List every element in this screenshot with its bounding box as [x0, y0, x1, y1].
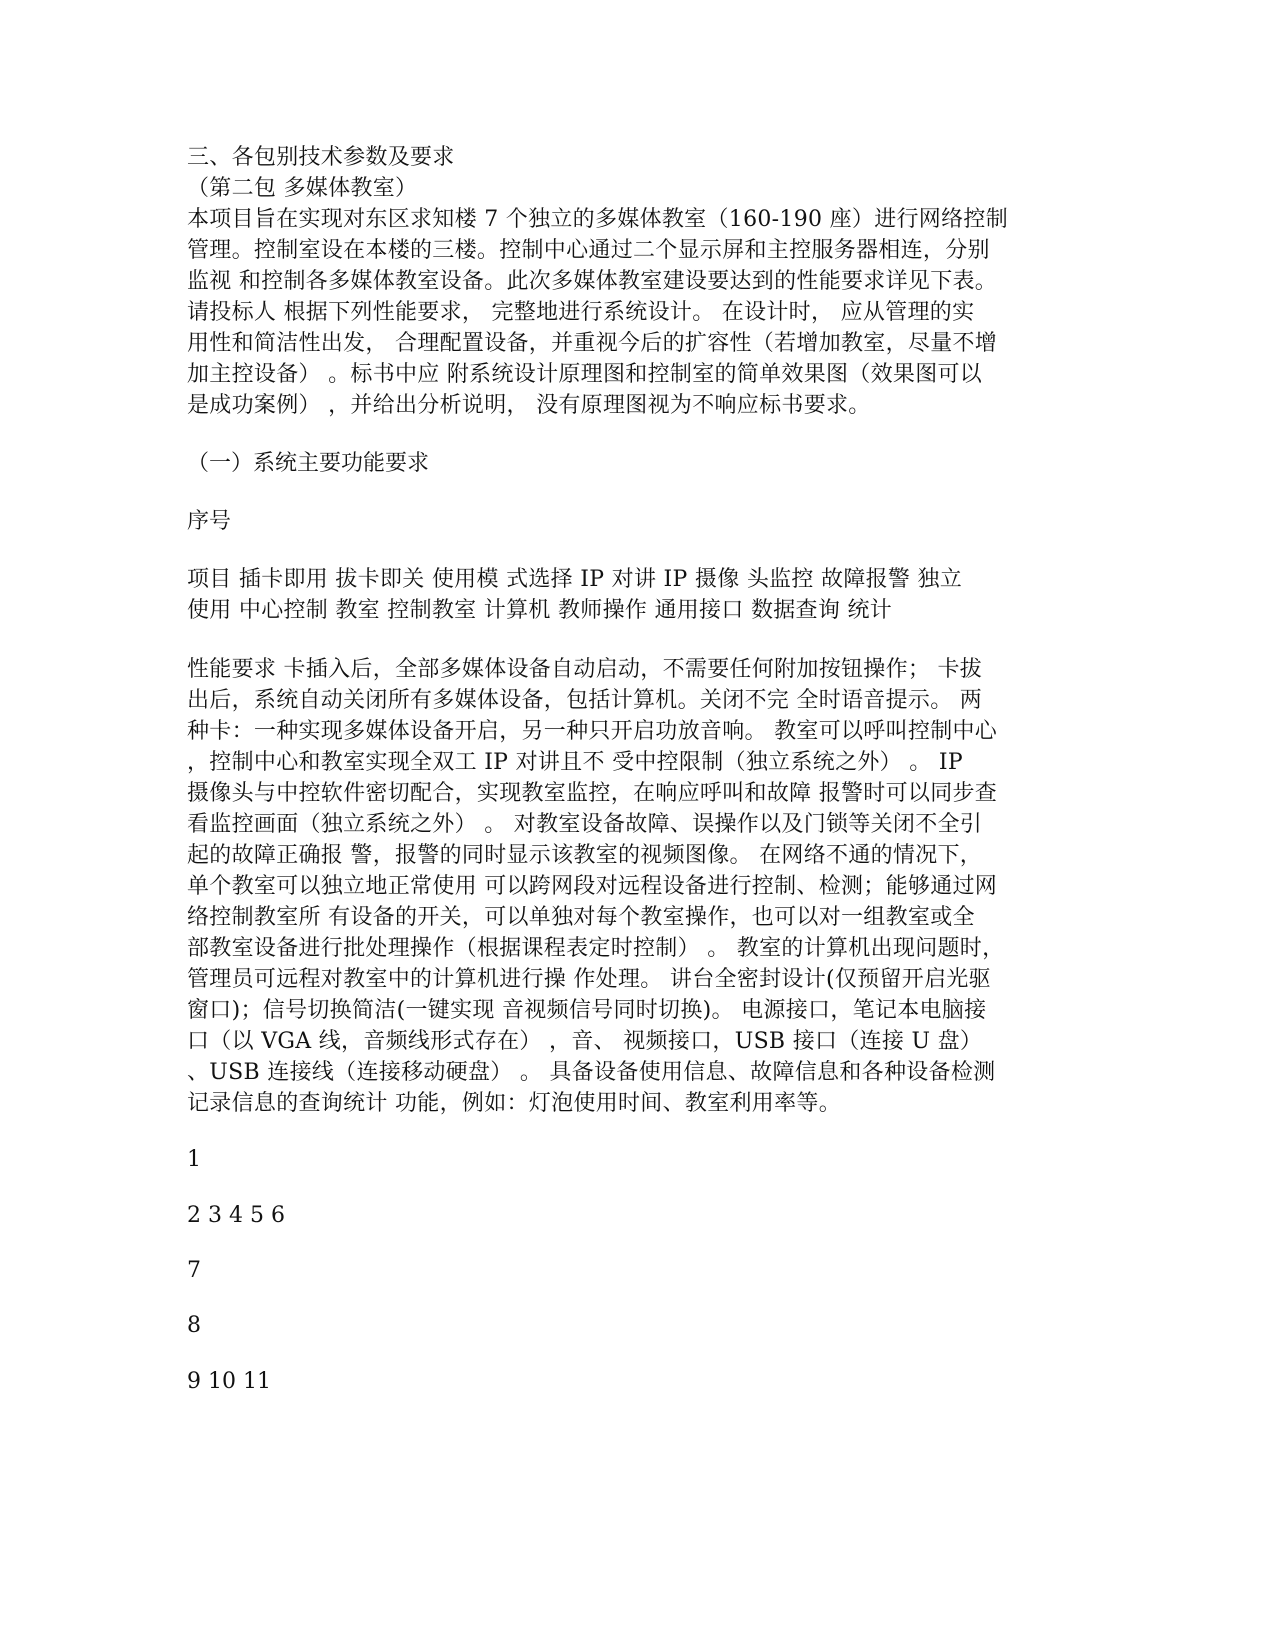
document-heading: [187, 142, 1087, 204]
requirements-line: 窗口)；信号切换简洁(一键实现 音视频信号同时切换)。 电源接口，笔记本电脑接: [187, 998, 987, 1023]
requirements-line: 口（以 VGA 线，音频线形式存在） ，音、 视频接口，USB 接口（连接 U 盘）: [187, 1029, 983, 1054]
requirements-line: 部教室设备进行批处理操作（根据课程表定时控制） 。 教室的计算机出现问题时，: [187, 936, 1005, 961]
section-one-title: （一）系统主要功能要求: [187, 451, 430, 476]
requirements-line: 出后，系统自动关闭所有多媒体设备，包括计算机。关闭不完 全时语音提示。 两: [187, 688, 983, 713]
column-index-label: 序号: [187, 509, 232, 534]
requirements-paragraph: [187, 654, 1087, 1119]
intro-line: 用性和简洁性出发， 合理配置设备，并重视今后的扩容性（若增加教室，尽量不增: [187, 331, 998, 356]
requirements-line: 记录信息的查询统计 功能，例如：灯泡使用时间、教室利用率等。: [187, 1091, 841, 1116]
items-paragraph: [187, 564, 1087, 626]
requirements-line: 、USB 连接线（连接移动硬盘） 。 具备设备使用信息、故障信息和各种设备检测: [187, 1060, 996, 1085]
requirements-line: 单个教室可以独立地正常使用 可以跨网段对远程设备进行控制、检测；能够通过网: [187, 874, 998, 899]
intro-line: 管理。控制室设在本楼的三楼。控制中心通过二个显示屏和主控服务器相连，分别: [187, 238, 990, 263]
requirements-line: 起的故障正确报 警，报警的同时显示该教室的视频图像。 在网络不通的情况下，: [187, 843, 983, 868]
intro-line: 是成功案例） ，并给出分析说明， 没有原理图视为不响应标书要求。: [187, 393, 871, 418]
requirements-line: ，控制中心和教室实现全双工 IP 对讲且不 受中控限制（独立系统之外） 。 IP: [187, 750, 963, 775]
row-number: 8: [187, 1313, 201, 1338]
requirements-line: 摄像头与中控软件密切配合，实现教室监控，在响应呼叫和故障 报警时可以同步查: [187, 781, 998, 806]
requirements-line: 络控制教室所 有设备的开关，可以单独对每个教室操作，也可以对一组教室或全: [187, 905, 975, 930]
intro-line: 本项目旨在实现对东区求知楼 7 个独立的多媒体教室（160-190 座）进行网络控制: [187, 207, 1008, 232]
requirements-line: 性能要求 卡插入后，全部多媒体设备自动启动，不需要任何附加按钮操作； 卡拔: [187, 657, 983, 682]
section-title: 三、各包别技术参数及要求: [187, 145, 455, 170]
intro-line: 请投标人 根据下列性能要求， 完整地进行系统设计。 在设计时， 应从管理的实: [187, 300, 975, 325]
row-number: 7: [187, 1258, 201, 1283]
package-title: （第二包 多媒体教室）: [187, 176, 418, 201]
items-line: 项目 插卡即用 拔卡即关 使用模 式选择 IP 对讲 IP 摄像 头监控 故障报警 独立: [187, 567, 963, 592]
items-line: 使用 中心控制 教室 控制教室 计算机 教师操作 通用接口 数据查询 统计: [187, 598, 893, 623]
intro-paragraph: [187, 204, 1087, 421]
row-number: 1: [187, 1147, 201, 1172]
requirements-line: 种卡：一种实现多媒体设备开启，另一种只开启功放音响。 教室可以呼叫控制中心: [187, 719, 998, 744]
row-number: 2 3 4 5 6: [187, 1203, 285, 1228]
row-number: 9 10 11: [187, 1369, 271, 1394]
requirements-line: 看监控画面（独立系统之外） 。 对教室设备故障、误操作以及门锁等关闭不全引: [187, 812, 983, 837]
intro-line: 监视 和控制各多媒体教室设备。此次多媒体教室建设要达到的性能要求详见下表。: [187, 269, 998, 294]
intro-line: 加主控设备） 。标书中应 附系统设计原理图和控制室的简单效果图（效果图可以: [187, 362, 983, 387]
requirements-line: 管理员可远程对教室中的计算机进行操 作处理。 讲台全密封设计(仅预留开启光驱: [187, 967, 991, 992]
